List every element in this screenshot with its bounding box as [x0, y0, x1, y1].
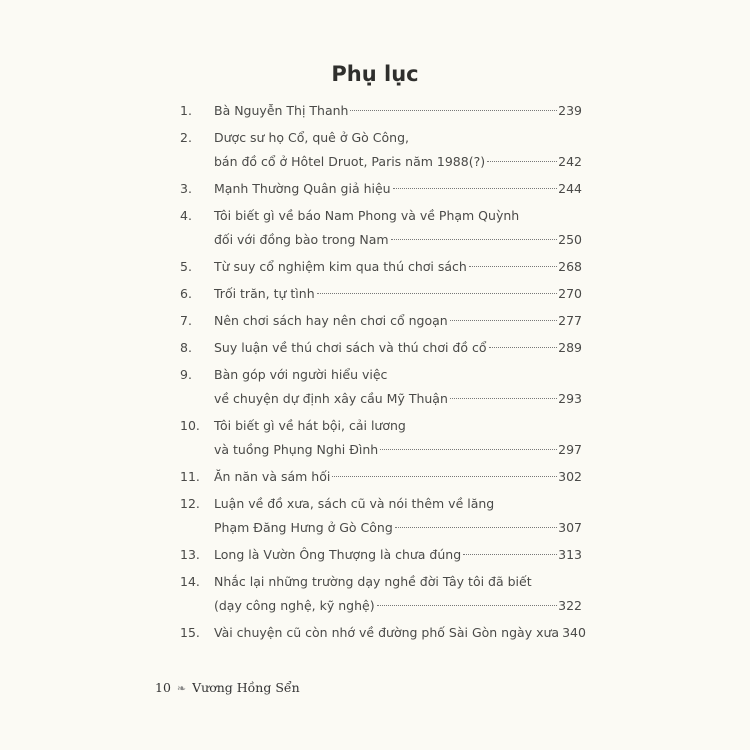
entry-page-number: 289 [558, 340, 582, 355]
entry-title-line: Bà Nguyễn Thị Thanh [214, 103, 349, 118]
dot-leader [391, 239, 558, 240]
toc-entry[interactable] [180, 570, 582, 618]
entry-title-line: Trối trăn, tự tình [214, 286, 315, 301]
entry-title-line: về chuyện dự định xây cầu Mỹ Thuận [214, 391, 448, 406]
entry-number: 7. [180, 313, 192, 328]
entry-number: 6. [180, 286, 192, 301]
entry-title-line: Phạm Đăng Hưng ở Gò Công [214, 520, 393, 535]
entry-page-number: 307 [558, 520, 582, 535]
entry-title-line: Long là Vườn Ông Thượng là chưa đúng [214, 547, 462, 562]
entry-number: 1. [180, 103, 192, 118]
table-of-contents [180, 99, 586, 648]
entry-number: 5. [180, 259, 192, 274]
toc-entry[interactable] [180, 255, 582, 279]
toc-entry[interactable] [180, 309, 582, 333]
entry-page-number: 277 [558, 313, 582, 328]
page-footer [155, 680, 300, 695]
dot-leader [395, 527, 557, 528]
entry-number: 9. [180, 367, 192, 382]
toc-entry[interactable] [180, 282, 582, 306]
entry-page-number: 268 [558, 259, 582, 274]
entry-page-number: 242 [558, 154, 582, 169]
toc-entry[interactable] [180, 621, 586, 645]
toc-entry[interactable] [180, 204, 582, 252]
entry-number: 2. [180, 130, 192, 145]
entry-page-number: 293 [558, 391, 582, 406]
entry-number: 10. [180, 418, 200, 433]
toc-entry[interactable] [180, 492, 582, 540]
author-name: Vương Hồng Sển [192, 680, 300, 695]
toc-entry[interactable] [180, 363, 582, 411]
dot-leader [469, 266, 557, 267]
dot-leader [463, 554, 557, 555]
dot-leader [380, 449, 557, 450]
dot-leader [450, 398, 557, 399]
entry-title-line: Tôi biết gì về báo Nam Phong và về Phạm Quỳnh [214, 208, 520, 223]
entry-title-line: Từ suy cổ nghiệm kim qua thú chơi sách [214, 259, 467, 274]
entry-page-number: 250 [558, 232, 582, 247]
entry-title-line: Dược sư họ Cổ, quê ở Gò Công, [214, 130, 409, 145]
page-title: Phụ lục [331, 62, 419, 86]
entry-title-line: Ăn năn và sám hối [214, 469, 331, 484]
entry-number: 11. [180, 469, 200, 484]
entry-page-number: 297 [558, 442, 582, 457]
entry-title-line: Bàn góp với người hiểu việc [214, 367, 388, 382]
dot-leader [332, 476, 557, 477]
dot-leader [317, 293, 558, 294]
toc-entry[interactable] [180, 543, 582, 567]
entry-number: 14. [180, 574, 200, 589]
entry-number: 12. [180, 496, 200, 511]
toc-entry[interactable] [180, 99, 582, 123]
entry-number: 3. [180, 181, 192, 196]
dot-leader [377, 605, 558, 606]
entry-page-number: 340 [562, 625, 586, 640]
entry-page-number: 302 [558, 469, 582, 484]
ornament-icon: ❧ [176, 682, 187, 695]
page-number: 10 [155, 680, 171, 695]
dot-leader [450, 320, 557, 321]
toc-entry[interactable] [180, 177, 582, 201]
toc-entry[interactable] [180, 126, 582, 174]
entry-title-line: (dạy công nghệ, kỹ nghệ) [214, 598, 375, 613]
entry-title-line: Mạnh Thường Quân giả hiệu [214, 181, 391, 196]
toc-entry[interactable] [180, 465, 582, 489]
entry-title-line: Luận về đồ xưa, sách cũ và nói thêm về lăng [214, 496, 495, 511]
entry-page-number: 244 [558, 181, 582, 196]
dot-leader [487, 161, 557, 162]
entry-title-line: Nhắc lại những trường dạy nghề đời Tây tôi đã biết [214, 574, 532, 589]
entry-page-number: 313 [558, 547, 582, 562]
entry-title-line: Suy luận về thú chơi sách và thú chơi đồ cổ [214, 340, 487, 355]
entry-title-line: và tuồng Phụng Nghi Đình [214, 442, 379, 457]
entry-title-line: Tôi biết gì về hát bội, cải lương [214, 418, 406, 433]
entry-page-number: 322 [558, 598, 582, 613]
toc-entry[interactable] [180, 414, 582, 462]
entry-number: 4. [180, 208, 192, 223]
dot-leader [489, 347, 558, 348]
entry-number: 15. [180, 625, 200, 640]
dot-leader [350, 110, 557, 111]
dot-leader [393, 188, 558, 189]
toc-entry[interactable] [180, 336, 582, 360]
entry-number: 13. [180, 547, 200, 562]
entry-title-line: Nên chơi sách hay nên chơi cổ ngoạn [214, 313, 448, 328]
entry-title-line: đối với đồng bào trong Nam [214, 232, 389, 247]
entry-title-line: Vài chuyện cũ còn nhớ về đường phố Sài Gòn ngày xưa [214, 625, 560, 640]
entry-number: 8. [180, 340, 192, 355]
entry-page-number: 270 [558, 286, 582, 301]
entry-page-number: 239 [558, 103, 582, 118]
entry-title-line: bán đồ cổ ở Hôtel Druot, Paris năm 1988(?) [214, 154, 486, 169]
